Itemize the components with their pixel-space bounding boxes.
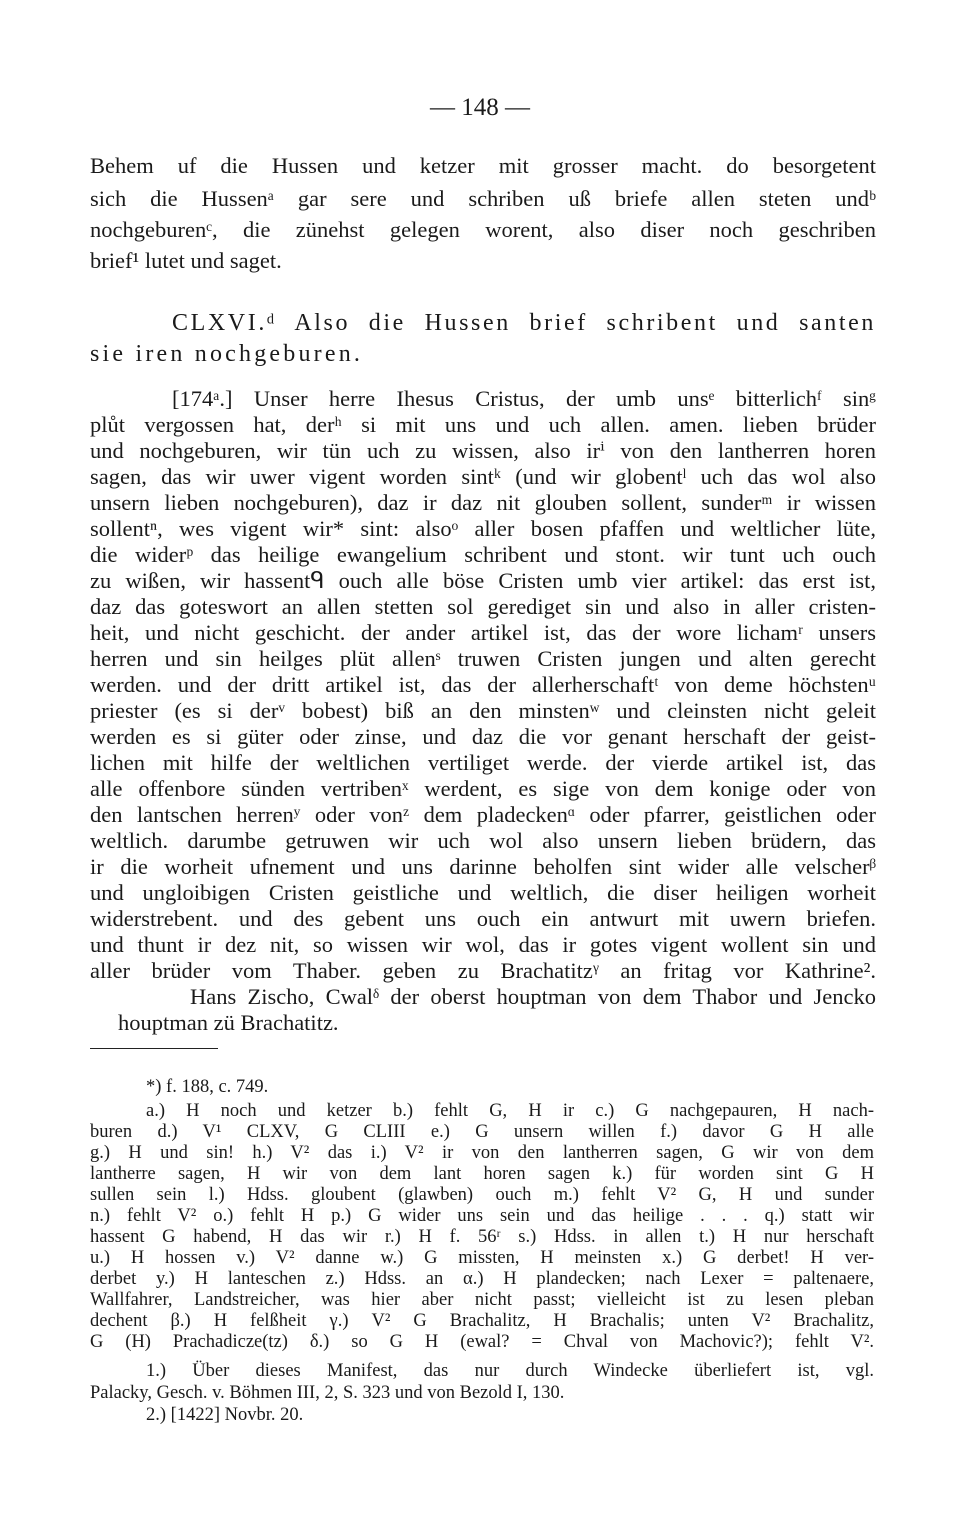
text-line: plůt vergossen hat, derʰ si mit uns und uch allen. amen. lieben brüder — [90, 412, 876, 437]
intro-line: brief¹ lutet und saget. — [90, 248, 282, 273]
chapter-heading-cont: sie iren nochgeburen. — [90, 341, 364, 367]
text-line: aller brüder vom Thaber. geben zu Brachatitzᵞ an fritag vor Kathrine². — [90, 958, 876, 983]
footnote-line: a.) H noch und ketzer b.) fehlt G, H ir c.) G nachgepauren, H nach- — [146, 1101, 874, 1121]
footnote-line: lantherre sagen, H wir von dem lant horen sagen k.) für worden sint G H — [90, 1164, 874, 1184]
intro-line: sich die Hussenᵃ gar sere und schriben uß briefe allen steten undᵇ — [90, 186, 876, 211]
signature-line: Hans Zischo, Cwalᵟ der oberst houptman von dem Thabor und Jencko — [190, 984, 876, 1009]
signature-line: houptman zü Brachatitz. — [118, 1010, 339, 1035]
text-line: [174ᵃ.] Unser herre Ihesus Cristus, der umb unsᵉ bitterlichᶠ sinᵍ — [172, 386, 876, 411]
footnote-line: g.) H und sin! h.) V² das i.) V² ir von den lantherren sagen, G wir von dem — [90, 1143, 874, 1163]
footnote-line: Palacky, Gesch. v. Böhmen III, 2, S. 323 und von Bezold I, 130. — [90, 1383, 565, 1403]
footnote-line: *) f. 188, c. 749. — [146, 1077, 269, 1097]
text-line: priester (es si derᵛ bobest) biß an den minstenʷ und cleinsten nicht geleit — [90, 698, 876, 723]
text-line: herren und sin heilges plüt allenˢ truwen Cristen jungen und alten gerecht — [90, 646, 876, 671]
footnote-rule — [90, 1048, 218, 1049]
footnote-line: 1.) Über dieses Manifest, das nur durch Windecke überliefert ist, vgl. — [146, 1361, 874, 1381]
text-line: weltlich. darumbe getruwen wir uch wol also unsern lieben brüdern, das — [90, 828, 876, 853]
text-line: widerstrebent. und des gebent uns ouch ein antwurt mit uwern briefen. — [90, 906, 876, 931]
footnote-line: Wallfahrer, Landstreicher, was hier aber nicht passt; vielleicht ist zu lesen pleban — [90, 1290, 874, 1310]
text-line: und thunt ir dez nit, so wissen wir wol, das ir gotes vigent wollent sin und — [90, 932, 876, 957]
footnote-line: u.) H hossen v.) V² danne w.) G missten, H meinsten x.) G derbet! H ver- — [90, 1248, 874, 1268]
footnote-line: sullen sein l.) Hdss. gloubent (glawben) ouch m.) fehlt V² G, H und sunder — [90, 1185, 874, 1205]
footnote-line: derbet y.) H lanteschen z.) Hdss. an α.) H plandecken; nach Lexer = paltenaere, — [90, 1269, 874, 1289]
text-line: zu wißen, wir hassentᑫ ouch alle böse Cristen umb vier artikel: das erst ist, — [90, 568, 876, 593]
footnote-line: G (H) Prachadicze(tz) δ.) so G H (ewal? = Chval von Machovic?); fehlt V². — [90, 1332, 874, 1352]
text-line: sollentⁿ, wes vigent wir* sint: alsoᵒ aller bosen pfaffen und weltlicher lüte, — [90, 516, 876, 541]
text-line: unsern lieben nochgeburen), daz ir daz nit glouben sollent, sunderᵐ ir wissen — [90, 490, 876, 515]
text-line: lichen mit hilfe der weltlichen vertiliget werde. der vierde artikel ist, das — [90, 750, 876, 775]
text-line: die widerᵖ das heilige ewangelium schribent und stont. wir tunt uch ouch — [90, 542, 876, 567]
text-line: werden. und der dritt artikel ist, das der allerherschaftᵗ von deme höchstenᵘ — [90, 672, 876, 697]
chapter-heading: CLXVI.ᵈ Also die Hussen brief schribent und santen — [172, 310, 876, 336]
footnote-line: n.) fehlt V² o.) fehlt H p.) G wider uns sein und das heilige . . . q.) statt wir — [90, 1206, 874, 1226]
text-line: und ungloibigen Cristen geistliche und weltlich, die diser heiligen worheit — [90, 880, 876, 905]
intro-line: Behem uf die Hussen und ketzer mit grosser macht. do besorgetent — [90, 153, 876, 178]
footnote-line: buren d.) V¹ CLXV, G CLIII e.) G unsern willen f.) davor G H alle — [90, 1122, 874, 1142]
text-line: daz das goteswort an allen stetten sol gerediget sin und also in aller cristen- — [90, 594, 876, 619]
text-line: werden es si güter oder zinse, und daz die vor genant herschaft der geist- — [90, 724, 876, 749]
page-number: — 148 — — [430, 94, 530, 121]
footnote-line: 2.) [1422] Novbr. 20. — [146, 1405, 304, 1425]
footnote-line: dechent β.) H felßheit γ.) V² G Brachalitz, H Brachalis; unten V² Brachalitz, — [90, 1311, 874, 1331]
text-line: sagen, das wir uwer vigent worden sintᵏ (und wir globentˡ uch das wol also — [90, 464, 876, 489]
intro-line: nochgeburenᶜ, die zünehst gelegen worent, also diser noch geschriben — [90, 217, 876, 242]
footnote-line: hassent G habend, H das wir r.) H f. 56ʳ s.) Hdss. in allen t.) H nur herschaft — [90, 1227, 874, 1247]
text-line: und nochgeburen, wir tün uch zu wissen, also irⁱ von den lantherren horen — [90, 438, 876, 463]
text-line: alle offenbore sünden vertribenˣ werdent, es sige von dem konige oder von — [90, 776, 876, 801]
text-line: ir die worheit ufnement und uns darinne beholfen sint wider alle velscherᵝ — [90, 854, 876, 879]
text-line: heit, und nicht geschicht. der ander artikel ist, das der wore lichamʳ unsers — [90, 620, 876, 645]
text-line: den lantschen herrenʸ oder vonᶻ dem pladeckenᵅ oder pfarrer, geistlichen oder — [90, 802, 876, 827]
